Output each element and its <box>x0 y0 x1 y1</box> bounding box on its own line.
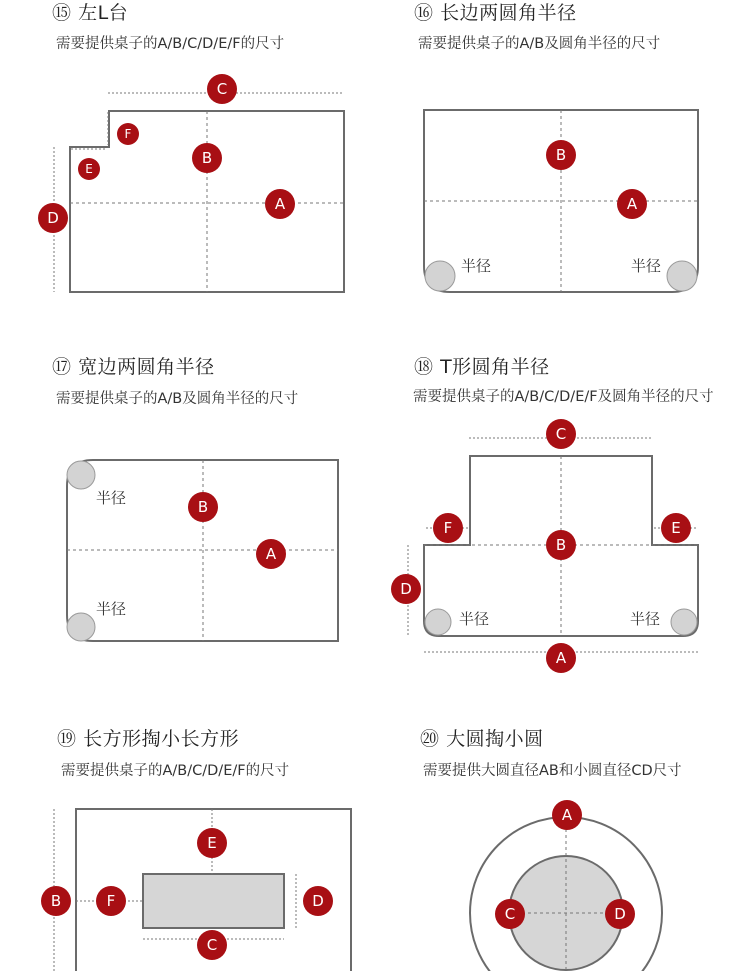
diagram-15-left-l <box>38 74 344 292</box>
desc-15: 需要提供桌子的A/B/C/D/E/F的尺寸 <box>56 36 285 52</box>
corner-radius-top <box>67 461 95 489</box>
svg-text:B: B <box>201 149 213 167</box>
svg-text:F: F <box>443 519 453 537</box>
badge-f <box>117 123 139 145</box>
badge-c <box>495 899 525 929</box>
desc-19: 需要提供桌子的A/B/C/D/E/F的尺寸 <box>61 763 290 779</box>
radius-label-left: 半径 <box>461 257 492 275</box>
corner-radius-bottom <box>67 613 95 641</box>
diagram-19-rect-cutout <box>41 809 351 971</box>
badge-a <box>546 643 576 673</box>
svg-text:D: D <box>614 905 626 923</box>
svg-text:E: E <box>671 519 681 537</box>
svg-text:E: E <box>85 162 93 176</box>
svg-text:B: B <box>555 146 567 164</box>
inner-rect <box>143 874 284 928</box>
diagram-16-long-side-radius <box>424 110 698 292</box>
badge-f <box>96 886 126 916</box>
badge-d <box>391 574 421 604</box>
diagram-18-t-shape-radius <box>391 419 698 673</box>
corner-radius-left <box>425 609 451 635</box>
svg-text:C: C <box>504 905 516 923</box>
svg-text:B: B <box>50 892 62 910</box>
diagram-17-wide-side-radius <box>67 460 338 641</box>
badge-b <box>546 140 576 170</box>
badge-c <box>546 419 576 449</box>
diagram-20-circle-cutout <box>470 800 662 971</box>
badge-b <box>41 886 71 916</box>
badge-a <box>617 189 647 219</box>
svg-text:A: A <box>555 649 567 667</box>
svg-text:C: C <box>555 425 567 443</box>
svg-text:F: F <box>124 127 132 141</box>
corner-radius-right <box>671 609 697 635</box>
svg-text:E: E <box>207 834 217 852</box>
radius-label-right: 半径 <box>630 610 661 628</box>
radius-label-left: 半径 <box>459 610 490 628</box>
badge-d <box>605 899 635 929</box>
svg-text:F: F <box>106 892 116 910</box>
radius-label-right: 半径 <box>631 257 662 275</box>
title-18: ⑱ T形圆角半径 <box>414 356 550 378</box>
desc-17: 需要提供桌子的A/B及圆角半径的尺寸 <box>56 391 299 407</box>
svg-text:A: A <box>274 195 286 213</box>
badge-c <box>197 930 227 960</box>
badge-a <box>552 800 582 830</box>
svg-text:C: C <box>206 936 218 954</box>
badge-e <box>661 513 691 543</box>
desc-18: 需要提供桌子的A/B/C/D/E/F及圆角半径的尺寸 <box>413 389 714 405</box>
desc-16: 需要提供桌子的A/B及圆角半径的尺寸 <box>418 36 661 52</box>
svg-text:D: D <box>47 209 59 227</box>
badge-d <box>303 886 333 916</box>
svg-text:A: A <box>265 545 277 563</box>
badge-b <box>188 492 218 522</box>
svg-text:D: D <box>312 892 324 910</box>
badge-a <box>256 539 286 569</box>
svg-text:C: C <box>216 80 228 98</box>
svg-text:D: D <box>400 580 412 598</box>
badge-a <box>265 189 295 219</box>
svg-text:B: B <box>555 536 567 554</box>
badge-c <box>207 74 237 104</box>
title-20: ⑳ 大圆掏小圆 <box>420 728 544 750</box>
desc-20: 需要提供大圆直径AB和小圆直径CD尺寸 <box>423 763 682 779</box>
badge-b <box>192 143 222 173</box>
badge-d <box>38 203 68 233</box>
title-19: ⑲ 长方形掏小长方形 <box>57 728 240 750</box>
svg-text:A: A <box>626 195 638 213</box>
radius-label-bottom: 半径 <box>96 600 127 618</box>
badge-f <box>433 513 463 543</box>
radius-label-top: 半径 <box>96 489 127 507</box>
badge-e <box>197 828 227 858</box>
title-16: ⑯ 长边两圆角半径 <box>414 2 577 24</box>
badge-e <box>78 158 100 180</box>
title-17: ⑰ 宽边两圆角半径 <box>52 356 215 378</box>
corner-radius-left <box>425 261 455 291</box>
badge-b <box>546 530 576 560</box>
corner-radius-right <box>667 261 697 291</box>
svg-text:B: B <box>197 498 209 516</box>
svg-text:A: A <box>561 806 573 824</box>
title-15: ⑮ 左L台 <box>52 2 129 24</box>
